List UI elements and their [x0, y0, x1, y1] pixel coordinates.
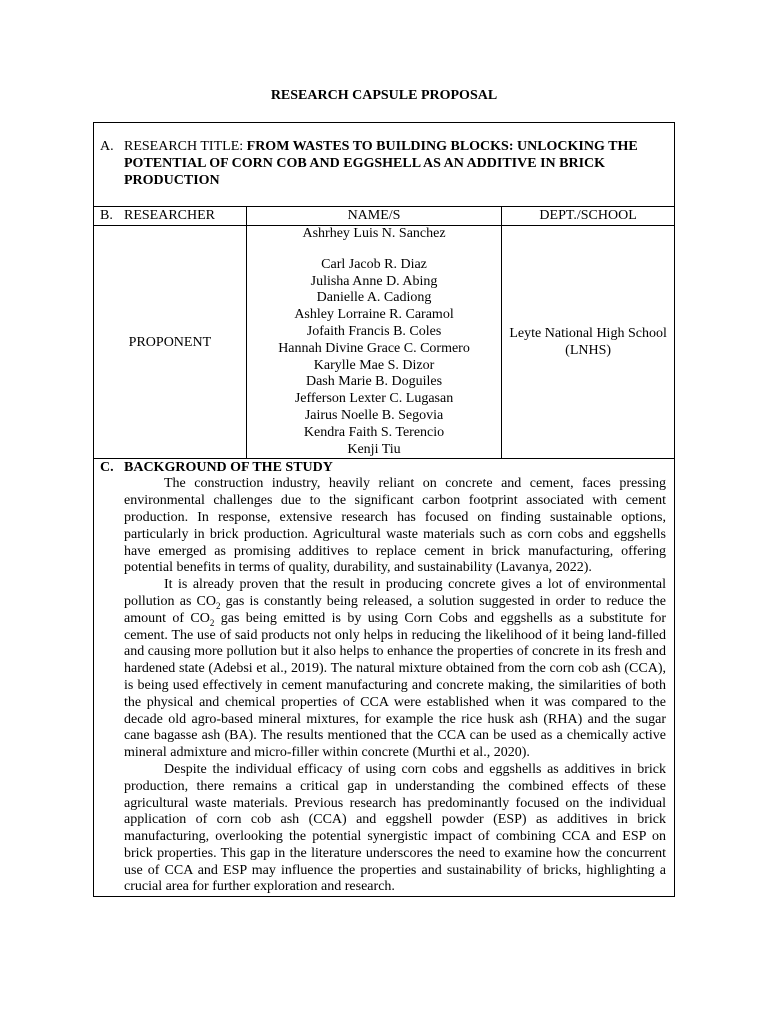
co2-subscript: 2 [216, 600, 221, 611]
member-name: Dash Marie B. Doguiles [305, 374, 443, 390]
paragraph-2-text-c: gas being emitted is by using Corn Cobs and eggshells as a substitute for cement. The use of said products not only helps in reducing the likelihood of it being land-filled and causing more pollution but it also helps to enhance the properties of concrete in its fresh and hardened state (Adebsi et al., 2019). The natural mixture obtained from the corn cob ash (CCA), is being used effectively in cement manufacturing and concrete making, the similarities of both the physical and chemical properties of CCA were established when it was compared to the decade old agro-based mineral mixtures, for example the rice husk ash (RHA) and the sugar cane bagasse ash (BA). The results mentioned that the CCA can be used as a chemically active mineral admixture and micro-filler within concrete (Murthi et al., 2020). [124, 610, 666, 761]
paragraph-2-text-a: It is already proven that the result in producing concrete gives a lot of environmental pollution as CO [124, 577, 666, 609]
section-c-letter: C. [100, 460, 114, 476]
member-name: Danielle A. Cadiong [316, 290, 432, 306]
member-name: Hannah Divine Grace C. Cormero [278, 340, 470, 356]
co2-subscript: 2 [209, 617, 215, 628]
member-name: Karylle Mae S. Dizor [313, 357, 435, 373]
research-title: FROM WASTES TO BUILDING BLOCKS: UNLOCKING THE POTENTIAL OF CORN COB AND EGGSHELL AS AN ADDITIVE IN BRICK PRODUCTION [124, 139, 638, 188]
names-list [246, 226, 501, 459]
school-name: Leyte National High School (LNHS) [502, 226, 675, 459]
background-paragraph-2 [124, 577, 666, 762]
member-name: Ashley Lorraine R. Caramol [294, 307, 454, 323]
member-name: Jofaith Francis B. Coles [306, 323, 442, 339]
member-name: Jairus Noelle B. Segovia [304, 407, 444, 423]
member-name: Carl Jacob R. Diaz [321, 256, 427, 272]
research-title-label: RESEARCH TITLE: [124, 139, 247, 154]
capsule-table [93, 122, 675, 897]
member-name: Kendra Faith S. Terencio [303, 424, 445, 440]
researcher-label: RESEARCHER [124, 208, 216, 223]
member-name: Julisha Anne D. Abing [310, 273, 438, 289]
section-b-letter: B. [100, 208, 113, 223]
document-title: RESEARCH CAPSULE PROPOSAL [270, 88, 498, 103]
background-cell [94, 459, 675, 897]
background-paragraph-3: Despite the individual efficacy of using corn cobs and eggshells as additives in brick production, there remains a critical gap in understanding the combined effects of these agricultural waste materials. Previous research has predominantly focused on the individual application of corn cob ash (CCA) and eggshell powder (ESP) as additives in brick manufacturing, overlooking the potential synergistic impact of combining CCA and ESP on brick properties. This gap in the literature underscores the need to examine how the concurrent use of CCA and ESP may influence the properties and sustainability of bricks, highlighting a crucial area for further exploration and research. [124, 761, 666, 895]
background-heading: BACKGROUND OF THE STUDY [124, 460, 333, 476]
researcher-header [94, 207, 247, 226]
lead-researcher: Ashrhey Luis N. Sanchez [302, 226, 446, 241]
school-header: DEPT./SCHOOL [502, 207, 675, 226]
proponent-label: PROPONENT [94, 226, 247, 459]
paragraph-2-text-b: gas is constantly being released, a solution suggested in order to reduce the amount of CO [124, 593, 666, 626]
section-a-letter: A. [100, 139, 114, 154]
background-paragraph-1: The construction industry, heavily reliant on concrete and cement, faces pressing environmental challenges due to the significant carbon footprint associated with cement production. In response, extensive research has focused on finding sustainable options, particularly in brick production. Agricultural waste materials such as corn cobs and eggshells have emerged as promising additives to replace cement in brick manufacturing, offering potential benefits in terms of quality, durability, and sustainability (Lavanya, 2022). [124, 476, 666, 576]
member-name: Kenji Tiu [347, 441, 401, 457]
research-title-cell [94, 123, 675, 207]
member-name: Jefferson Lexter C. Lugasan [294, 391, 454, 407]
names-header: NAME/S [246, 207, 501, 226]
